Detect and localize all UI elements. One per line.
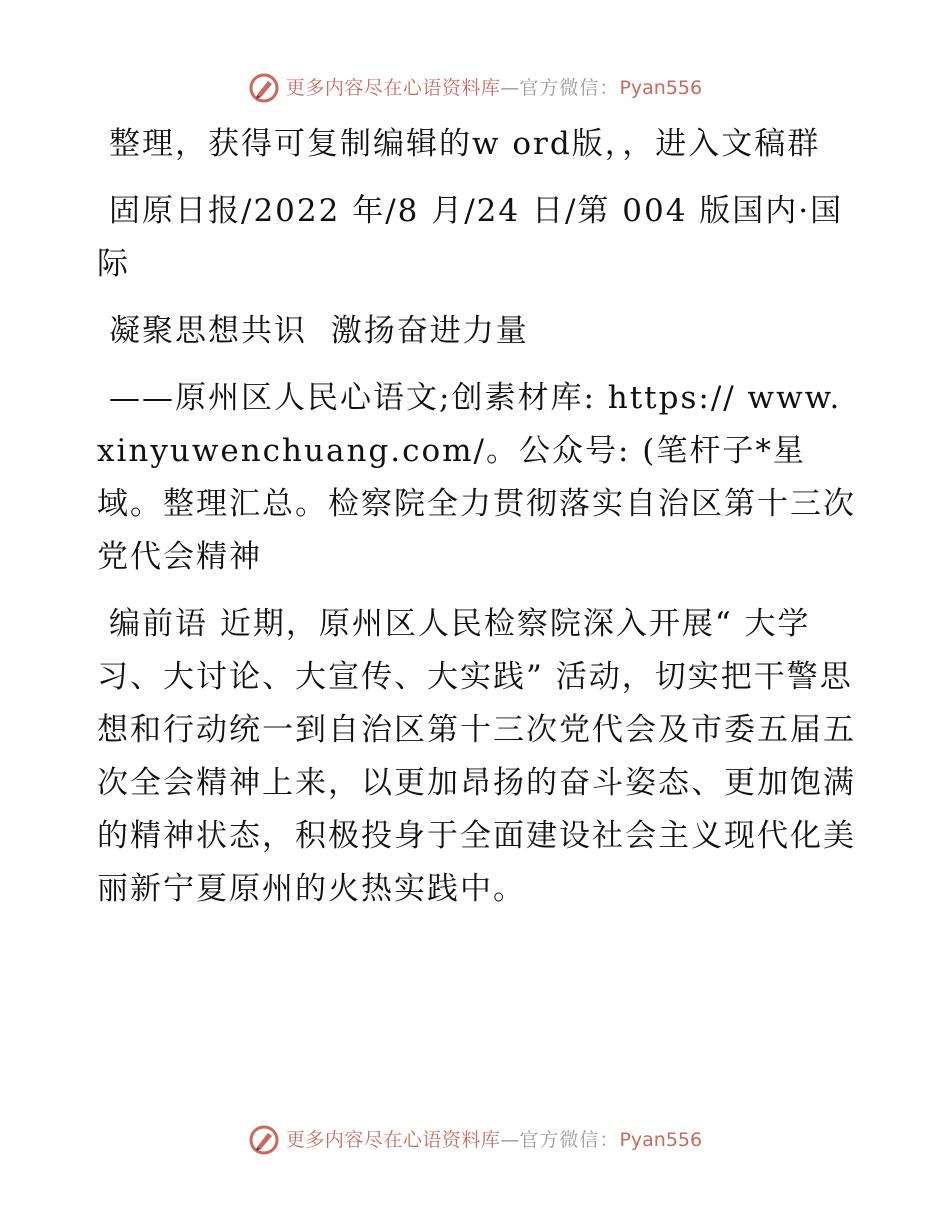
paragraph-source: 固原日报/2022 年/8 月/24 日/第 004 版国内·国际 — [97, 193, 844, 282]
header-dash: — — [500, 77, 520, 99]
footer-wechat-id: Pyan556 — [619, 1129, 703, 1151]
article-title: 凝聚思想共识 激扬奋进力量 — [109, 313, 529, 349]
article-subtitle: ——原州区人民心语文;创素材库: https:// www.xinyuwenchuang.com/。公众号: (笔杆子*星域。整理汇总。检察院全力贯彻落实自治区第十三次党代会精神 — [97, 380, 856, 575]
paragraph-editor-note: 编前语 近期，原州区人民检察院深入开展“ 大学习、大讨论、大宣传、大实践” 活动，切实把干警思想和行动统一到自治区第十三次党代会及市委五届五次全会精神上来，以更加昂扬的奋斗姿态、更加饱满的精神状态，积极投身于全面建设社会主义现代化美丽新宁夏原州的火热实践中。 — [97, 606, 856, 907]
document-body — [97, 118, 857, 930]
header-banner — [0, 72, 950, 104]
footer-banner — [0, 1124, 950, 1156]
header-wechat-id: Pyan556 — [619, 77, 703, 99]
header-promo-text: 更多内容尽在心语资料库 — [285, 77, 501, 99]
pen-logo-icon — [248, 1124, 280, 1156]
footer-promo-text: 更多内容尽在心语资料库 — [285, 1129, 501, 1151]
pen-logo-icon — [248, 72, 280, 104]
paragraph-intro: 整理，获得可复制编辑的w ord版，，进入文稿群 — [109, 126, 821, 162]
footer-dash: — — [500, 1129, 520, 1151]
header-wechat-label: 官方微信： — [519, 77, 620, 99]
footer-wechat-label: 官方微信： — [519, 1129, 620, 1151]
